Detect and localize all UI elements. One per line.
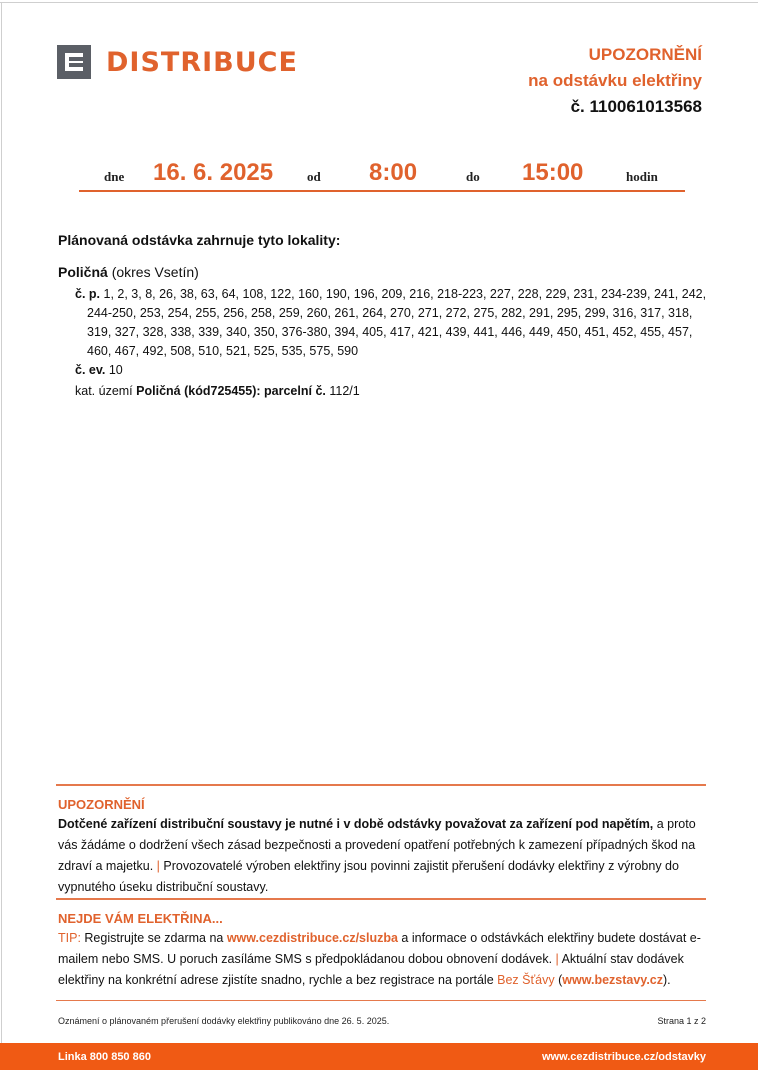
tip-text-4: ( — [554, 973, 563, 987]
tip-text-2: a informace o odstávkách elektřiny budete dostávat e-mailem nebo SMS. U poruch zasíláme SMS s předpokládanou dobou obnovení dodávek. — [58, 931, 701, 966]
producers-text: Provozovatelé výroben elektřiny jsou povinni zajistit přerušení dodávky elektřiny z výrobny do vypnutého úseku distribuční soustavy. — [58, 859, 679, 894]
ev-label: č. ev. — [75, 363, 106, 377]
notice-title — [528, 42, 702, 120]
parcel-label: parcelní č. — [264, 384, 326, 398]
page-edge-left — [1, 2, 2, 1070]
notice-heading: UPOZORNĚNÍ — [588, 45, 702, 64]
separator: | — [156, 859, 160, 873]
ev-values: 10 — [108, 363, 123, 377]
portal-name-link[interactable]: Bez Šťávy — [497, 973, 555, 987]
tip-text-1: Registrujte se zdarma na — [80, 931, 227, 945]
place-name: Poličná — [58, 264, 108, 280]
from-time: 8:00 — [369, 159, 418, 186]
cadastral-code-suffix: ): — [252, 384, 261, 398]
divider — [56, 1000, 706, 1001]
divider — [56, 784, 706, 786]
notice-number: č. 110061013568 — [570, 97, 702, 116]
registry-numbers — [75, 361, 715, 380]
tip-label: TIP: — [58, 931, 81, 945]
cez-logo-icon — [57, 45, 91, 79]
cadastral-code-label: (kód — [184, 384, 211, 398]
divider — [56, 898, 706, 900]
district-name: (okres Vsetín) — [111, 264, 199, 280]
to-label: do — [466, 169, 480, 184]
cadastral-info — [75, 382, 715, 401]
outages-website-link[interactable]: www.cezdistribuce.cz/odstavky — [541, 1051, 706, 1063]
date-label: dne — [104, 169, 125, 184]
warning-rest-text: a proto vás žádáme o dodržení všech zásad bezpečnosti a provedení opatření potřebných k zamezení případných škod na zdraví a majetku. — [58, 817, 696, 873]
outage-date: 16. 6. 2025 — [153, 159, 274, 186]
company-logo — [57, 45, 298, 79]
warning-text — [58, 814, 710, 898]
locality-name — [58, 264, 199, 280]
cp-label: č. p. — [75, 287, 101, 301]
localities-heading: Plánovaná odstávka zahrnuje tyto lokality: — [58, 232, 341, 248]
page-edge-top — [0, 2, 758, 3]
tip-text — [58, 928, 710, 991]
published-note: Oznámení o plánovaném přerušení dodávky elektřiny publikováno dne 26. 5. 2025. — [58, 1016, 390, 1026]
tip-text-3: Aktuální stav dodávek elektřiny na konkrétní adrese zjistíte snadno, rychle a bez registrace na portále — [58, 952, 684, 987]
hotline: Linka 800 850 860 — [58, 1051, 151, 1063]
to-time: 15:00 — [522, 159, 584, 186]
locality-details — [75, 285, 715, 401]
page-indicator: Strana 1 z 2 — [657, 1016, 706, 1026]
footer-bar — [0, 1043, 758, 1070]
cp-values: 1, 2, 3, 8, 26, 38, 63, 64, 108, 122, 160, 190, 196, 209, 216, 218-223, 227, 228, 229, 231, 234-239, 241, 242, 244-250, 253, 254, 255, 256, 258, 259, 260, 261, 264, 270, 271, 272, 275, 282, 291, 295, 299, 316, 317, 318, 319, 327, 328, 338, 339, 340, 350, 376-380, 394, 405, 417, 421, 439, 441, 446, 449, 450, 451, 452, 455, 457, 460, 467, 492, 508, 510, 521, 525, 535, 575, 590 — [87, 287, 707, 358]
from-label: od — [307, 169, 321, 184]
cadastral-name: Poličná — [136, 384, 181, 398]
tip-title: NEJDE VÁM ELEKTŘINA... — [58, 911, 223, 926]
service-link[interactable]: www.cezdistribuce.cz/sluzba — [226, 931, 398, 945]
outage-schedule — [79, 155, 685, 192]
cadastral-code: 725455 — [210, 384, 253, 398]
house-numbers — [75, 285, 715, 361]
tip-text-5: ). — [663, 973, 671, 987]
logo-text: DISTRIBUCE — [106, 46, 298, 78]
cadastral-prefix: kat. území — [75, 384, 133, 398]
hours-label: hodin — [626, 169, 658, 184]
warning-bold-text: Dotčené zařízení distribuční soustavy je nutné i v době odstávky považovat za zařízení pod napětím, — [58, 817, 654, 831]
warning-title: UPOZORNĚNÍ — [58, 797, 145, 812]
separator: | — [555, 952, 559, 966]
notice-subheading: na odstávku elektřiny — [528, 71, 702, 90]
parcel-value: 112/1 — [329, 384, 360, 398]
bezstavy-link[interactable]: www.bezstavy.cz — [562, 973, 663, 987]
